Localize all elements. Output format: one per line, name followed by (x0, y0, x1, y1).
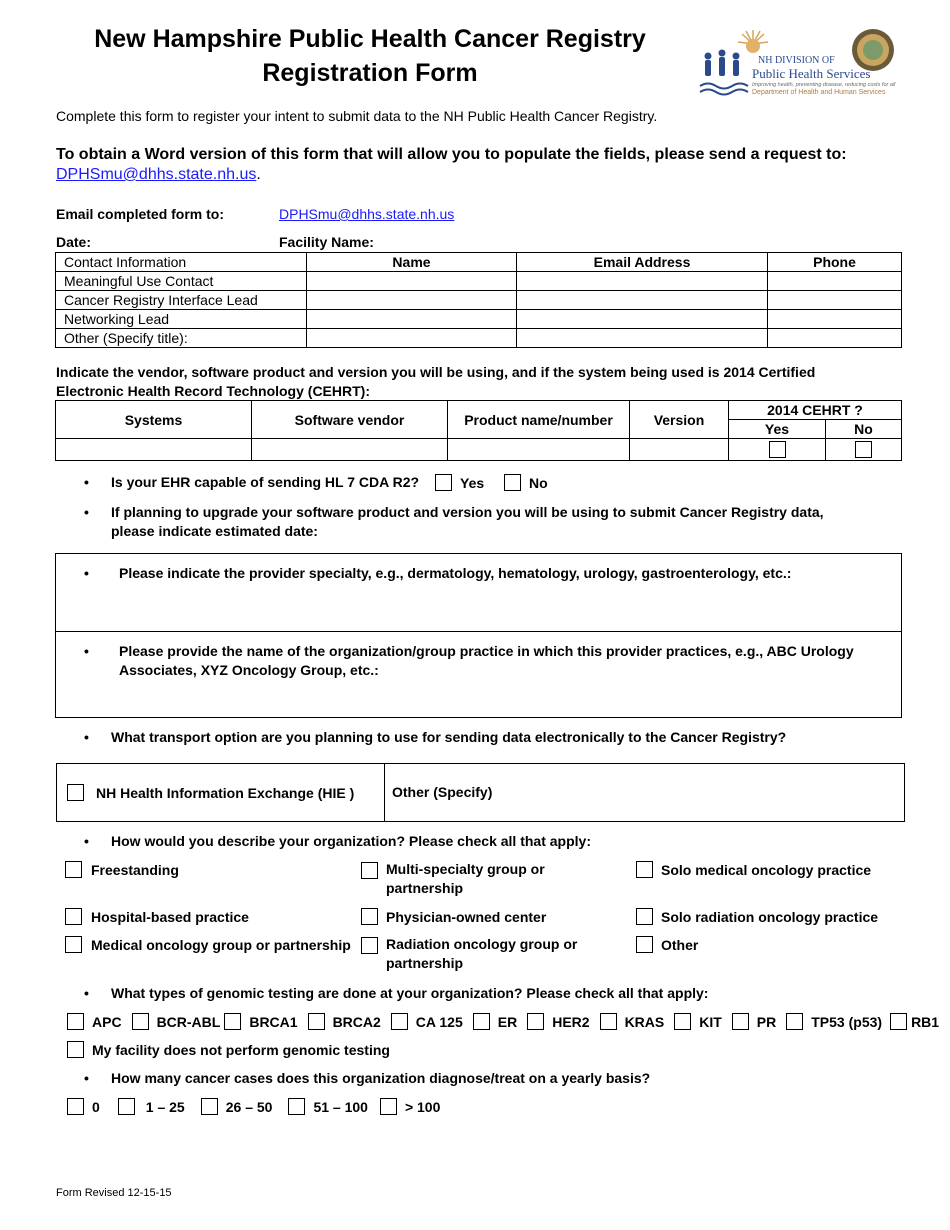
product-header: Product name/number (448, 401, 630, 439)
genomic-question-text: What types of genomic testing are done at your organization? Please check all that apply: (111, 985, 709, 1001)
ca125-label: CA 125 (415, 1013, 463, 1030)
multi-label: Multi-specialty group or partnership (386, 861, 545, 896)
contacts-table (55, 252, 902, 348)
version-cell[interactable] (630, 439, 729, 461)
name-cell[interactable] (307, 310, 517, 329)
org-describe-question-text: How would you describe your organization? Please check all that apply: (111, 833, 591, 849)
phone-cell[interactable] (768, 272, 902, 291)
multi-checkbox[interactable] (361, 862, 378, 879)
er-label: ER (497, 1013, 518, 1030)
phone-header: Phone (768, 253, 902, 272)
version-header: Version (630, 401, 729, 439)
transport-question-text: What transport option are you planning to use for sending data electronically to the Cancer Registry? (111, 729, 787, 745)
date-label: Date: (56, 234, 92, 250)
systems-header: Systems (56, 401, 252, 439)
cehrt-yes-cell (729, 439, 826, 461)
table-row (56, 310, 902, 329)
specialty-question-text: Please indicate the provider specialty, e.g., dermatology, hematology, urology, gastroenterology, etc.: (119, 565, 792, 581)
bullet-icon: • (84, 643, 89, 659)
org-type-solo-med[interactable] (636, 861, 871, 878)
word-request-email-line (56, 166, 261, 184)
vendor-instruction: Indicate the vendor, software product and version you will be using, and if the system being used is 2014 Certified Electronic Health Record Technology (CEHRT): (56, 364, 816, 399)
phone-cell[interactable] (768, 329, 902, 348)
genomic-tests-row (67, 1013, 939, 1030)
physician-label: Physician-owned center (386, 908, 547, 925)
product-cell[interactable] (448, 439, 630, 461)
divider (384, 764, 385, 821)
phone-cell[interactable] (768, 310, 902, 329)
cehrt-no-checkbox[interactable] (855, 441, 872, 458)
cehrt-no-header: No (826, 420, 902, 439)
intro-text: Complete this form to register your intent to submit data to the NH Public Health Cancer Registry. (56, 108, 658, 124)
cases-26-50-label: 26 – 50 (225, 1098, 273, 1115)
logo-line-4: Department of Health and Human Services (752, 89, 886, 96)
hie-checkbox[interactable] (67, 784, 84, 801)
contact-info-header: Contact Information (56, 253, 307, 272)
ca125-checkbox[interactable] (391, 1013, 408, 1030)
rad-group-label: Radiation oncology group or partnership (386, 936, 578, 971)
hl7-no-option[interactable] (504, 474, 548, 491)
vendor-header: Software vendor (252, 401, 448, 439)
contact-row-label: Networking Lead (56, 310, 307, 329)
org-type-freestanding[interactable] (65, 861, 179, 878)
logo-line-3: Improving health, preventing disease, reducing costs for all (752, 82, 896, 88)
org-type-multi[interactable] (361, 861, 556, 898)
upgrade-question (84, 503, 851, 541)
tp53-checkbox[interactable] (786, 1013, 803, 1030)
hie-option[interactable] (67, 784, 354, 801)
bullet-icon: • (84, 833, 89, 849)
brca2-checkbox[interactable] (308, 1013, 325, 1030)
hie-label: NH Health Information Exchange (HIE ) (96, 784, 355, 801)
cases-51-100-checkbox[interactable] (288, 1098, 305, 1115)
divider (56, 631, 901, 632)
hl7-yes-option[interactable] (435, 474, 484, 491)
cehrt-yes-header: Yes (729, 420, 826, 439)
table-row (56, 291, 902, 310)
org-type-rad-group[interactable] (361, 936, 586, 973)
kit-label: KIT (699, 1013, 722, 1030)
rb1-label: RB1 (911, 1013, 940, 1030)
bcr-abl-checkbox[interactable] (132, 1013, 149, 1030)
pr-checkbox[interactable] (732, 1013, 749, 1030)
org-type-other[interactable] (636, 936, 698, 953)
er-checkbox[interactable] (473, 1013, 490, 1030)
upgrade-question-text: If planning to upgrade your software product and version you will be using to submit Cancer Registry data, please indicate estimated date: (111, 504, 824, 539)
apc-label: APC (92, 1013, 122, 1030)
cehrt-no-cell (826, 439, 902, 461)
org-type-med-group[interactable] (65, 936, 351, 953)
form-revised-footer: Form Revised 12-15-15 (56, 1187, 172, 1199)
table-row (56, 439, 902, 461)
word-request-trailing: . (256, 166, 261, 183)
bcr-abl-label: BCR-ABL (156, 1013, 221, 1030)
transport-other-field[interactable] (392, 784, 492, 800)
org-other-checkbox[interactable] (636, 936, 653, 953)
name-cell[interactable] (307, 291, 517, 310)
systems-table (55, 400, 902, 461)
cehrt-yes-checkbox[interactable] (769, 441, 786, 458)
tp53-label: TP53 (p53) (811, 1013, 883, 1030)
table-row (56, 401, 902, 420)
email-cell[interactable] (517, 291, 768, 310)
transport-other-label: Other (Specify) (392, 784, 493, 800)
pr-label: PR (756, 1013, 777, 1030)
cases-100-plus-checkbox[interactable] (380, 1098, 397, 1115)
cases-51-100-label: 51 – 100 (313, 1098, 368, 1115)
hl7-yes-checkbox[interactable] (435, 474, 452, 491)
hl7-yes-label: Yes (460, 474, 485, 491)
no-genomic-checkbox[interactable] (67, 1041, 84, 1058)
contact-row-label: Other (Specify title): (56, 329, 307, 348)
cases-question (84, 1070, 651, 1086)
kras-checkbox[interactable] (600, 1013, 617, 1030)
email-cell[interactable] (517, 272, 768, 291)
cases-1-25-checkbox[interactable] (118, 1098, 135, 1115)
email-cell[interactable] (517, 329, 768, 348)
title-line-2: Registration Form (262, 59, 478, 87)
org-type-solo-rad[interactable] (636, 908, 878, 925)
word-request-text: To obtain a Word version of this form that will allow you to populate the fields, please send a request to: (56, 146, 847, 163)
org-type-physician[interactable] (361, 908, 546, 925)
freestanding-checkbox[interactable] (65, 861, 82, 878)
org-question[interactable] (84, 642, 859, 680)
genomic-question (84, 985, 709, 1001)
her2-label: HER2 (552, 1013, 590, 1030)
hospital-label: Hospital-based practice (91, 908, 249, 925)
org-question-text: Please provide the name of the organization/group practice in which this provider practices, e.g., ABC Urology Associates, XYZ Oncology Group, etc.: (119, 643, 854, 678)
cases-1-25-label: 1 – 25 (145, 1098, 185, 1115)
vendor-cell[interactable] (252, 439, 448, 461)
org-type-hospital[interactable] (65, 908, 249, 925)
logo-line-1: NH DIVISION OF (758, 55, 835, 66)
hospital-checkbox[interactable] (65, 908, 82, 925)
kras-label: KRAS (624, 1013, 665, 1030)
name-cell[interactable] (307, 329, 517, 348)
no-genomic-label: My facility does not perform genomic testing (92, 1041, 390, 1058)
no-genomic-option[interactable] (67, 1041, 390, 1058)
apc-checkbox[interactable] (67, 1013, 84, 1030)
hl7-question (84, 474, 420, 490)
bullet-icon: • (84, 504, 89, 520)
brca2-label: BRCA2 (332, 1013, 381, 1030)
name-header: Name (307, 253, 517, 272)
cases-0-label: 0 (92, 1098, 100, 1115)
kit-checkbox[interactable] (674, 1013, 691, 1030)
cehrt-header: 2014 CEHRT ? (729, 401, 902, 420)
solo-med-checkbox[interactable] (636, 861, 653, 878)
hl7-question-text: Is your EHR capable of sending HL 7 CDA R2? (111, 474, 420, 490)
her2-checkbox[interactable] (527, 1013, 544, 1030)
bullet-icon: • (84, 474, 89, 490)
title-line-1: New Hampshire Public Health Cancer Registry (94, 25, 646, 53)
cases-100-plus-label: > 100 (404, 1098, 441, 1115)
email-cell[interactable] (517, 310, 768, 329)
org-other-label: Other (661, 936, 699, 953)
email-to-label: Email completed form to: (56, 206, 225, 222)
solo-rad-checkbox[interactable] (636, 908, 653, 925)
phone-cell[interactable] (768, 291, 902, 310)
contact-row-label: Meaningful Use Contact (56, 272, 307, 291)
facility-name-label: Facility Name: (279, 234, 374, 250)
word-request-email-link[interactable]: DPHSmu@dhhs.state.nh.us (56, 166, 257, 183)
med-group-checkbox[interactable] (65, 936, 82, 953)
bullet-icon: • (84, 565, 89, 581)
brca1-label: BRCA1 (249, 1013, 298, 1030)
table-row (56, 272, 902, 291)
cases-0-checkbox[interactable] (67, 1098, 84, 1115)
logo-line-2: Public Health Services (752, 66, 871, 81)
bullet-icon: • (84, 729, 89, 745)
solo-rad-label: Solo radiation oncology practice (661, 908, 879, 925)
med-group-label: Medical oncology group or partnership (91, 936, 351, 953)
email-header: Email Address (517, 253, 768, 272)
email-to-link[interactable]: DPHSmu@dhhs.state.nh.us (279, 206, 455, 222)
cases-26-50-checkbox[interactable] (201, 1098, 218, 1115)
contact-row-label: Cancer Registry Interface Lead (56, 291, 307, 310)
cases-question-text: How many cancer cases does this organization diagnose/treat on a yearly basis? (111, 1070, 651, 1086)
hl7-no-checkbox[interactable] (504, 474, 521, 491)
bullet-icon: • (84, 985, 89, 1001)
table-row (56, 253, 902, 272)
bullet-icon: • (84, 1070, 89, 1086)
specialty-question[interactable] (84, 565, 879, 581)
name-cell[interactable] (307, 272, 517, 291)
systems-cell[interactable] (56, 439, 252, 461)
nh-dphs-logo (698, 26, 898, 98)
freestanding-label: Freestanding (91, 861, 179, 878)
org-describe-question (84, 833, 591, 849)
table-row (56, 329, 902, 348)
page-title (70, 22, 670, 90)
cases-row (67, 1098, 440, 1115)
transport-question (84, 729, 787, 745)
hl7-no-label: No (529, 474, 548, 491)
solo-med-label: Solo medical oncology practice (661, 861, 872, 878)
rb1-checkbox[interactable] (890, 1013, 907, 1030)
rad-group-checkbox[interactable] (361, 937, 378, 954)
brca1-checkbox[interactable] (224, 1013, 241, 1030)
physician-checkbox[interactable] (361, 908, 378, 925)
